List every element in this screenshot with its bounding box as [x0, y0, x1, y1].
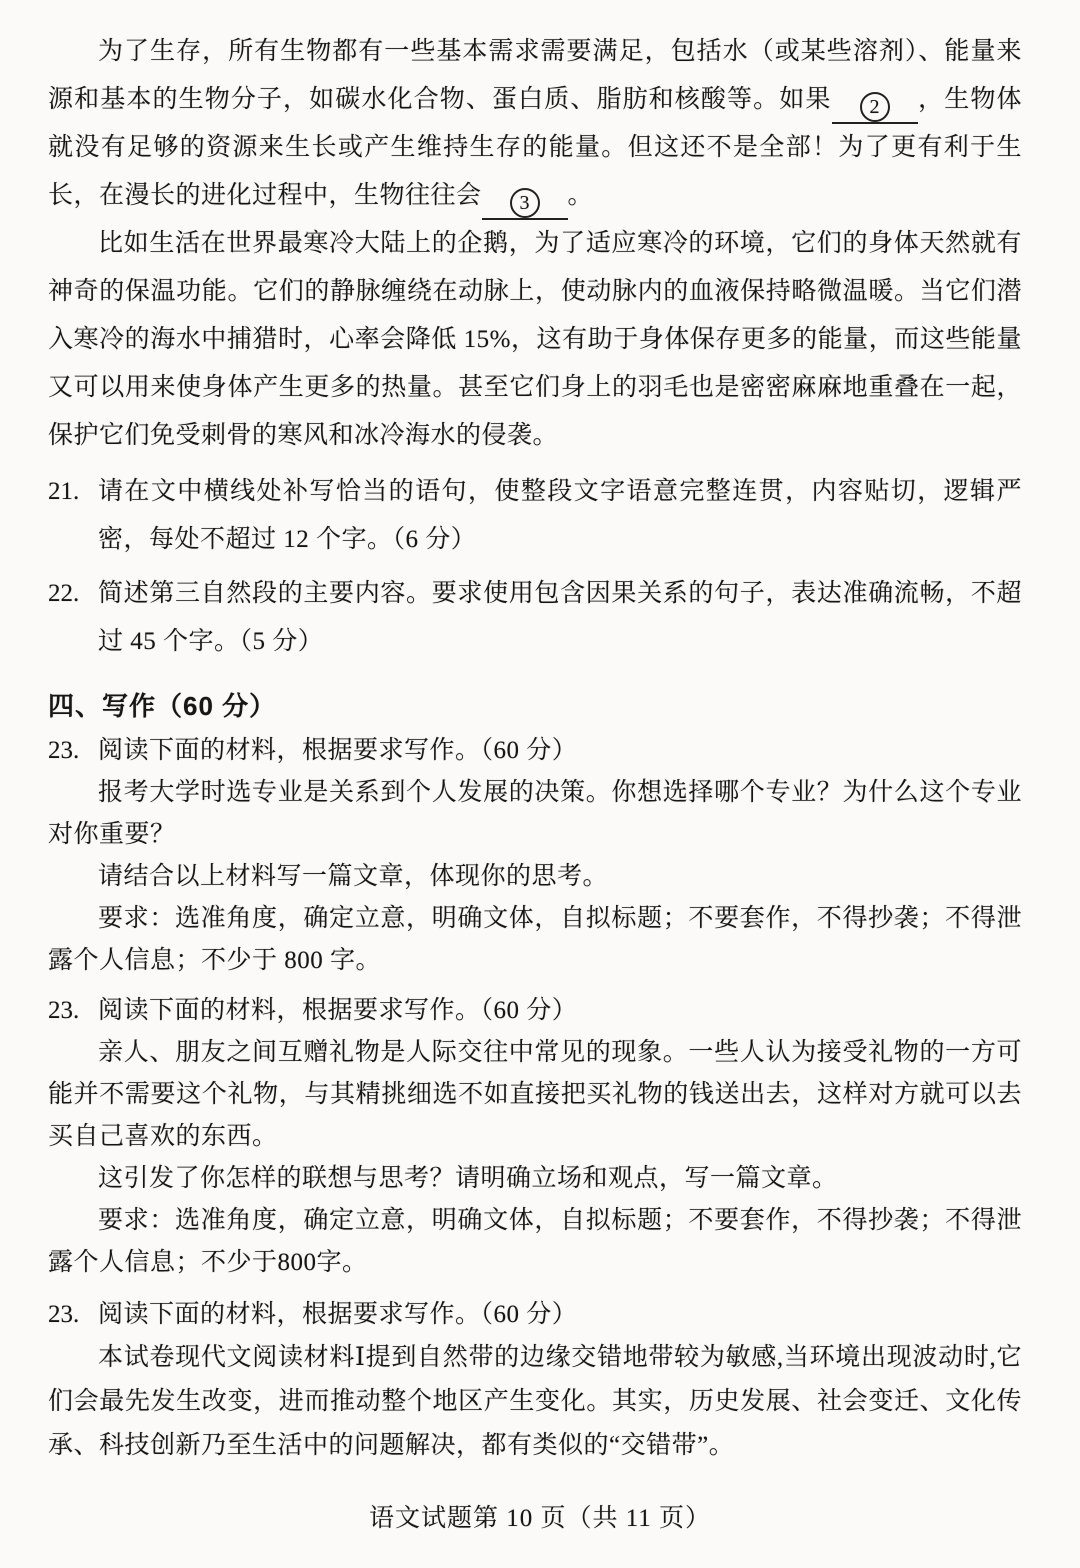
question-22-text: 简述第三自然段的主要内容。要求使用包含因果关系的句子，表达准确流畅，不超过 45 个字。（5 分） — [98, 580, 1022, 655]
question-23-2-instruction: 这引发了你怎样的联想与思考？请明确立场和观点，写一篇文章。 — [98, 1165, 838, 1192]
question-23-3-number: 23. — [48, 1301, 80, 1328]
question-21-text: 请在文中横线处补写恰当的语句，使整段文字语意完整连贯，内容贴切，逻辑严密，每处不超过 12 个字。（6 分） — [98, 478, 1022, 553]
passage-paragraph-1 — [48, 28, 1022, 220]
question-23-2-intro: 阅读下面的材料，根据要求写作。（60 分） — [98, 997, 578, 1024]
question-23-version-3 — [48, 1294, 1022, 1468]
question-23-version-2 — [48, 990, 1022, 1284]
question-22 — [48, 570, 1022, 666]
circled-number-2: 2 — [860, 92, 890, 122]
question-23-1-prompt — [48, 730, 1022, 772]
fill-in-blank-3 — [482, 182, 568, 220]
question-23-3-intro: 阅读下面的材料，根据要求写作。（60 分） — [98, 1301, 578, 1328]
writing-section-heading: 四、写作（60 分） — [48, 691, 277, 721]
passage-text: 为了生存，所有生物都有一些基本需求需要满足，包括水（或某些溶剂）、能量来源和基本的生物分子，如碳水化合物、蛋白质、脂肪和核酸等。如果 — [48, 38, 1022, 113]
passage-paragraph-2: 比如生活在世界最寒冷大陆上的企鹅，为了适应寒冷的环境，它们的身体天然就有神奇的保温功能。它们的静脉缠绕在动脉上，使动脉内的血液保持略微温暖。当它们潜入寒冷的海水中捕猎时，心率会降低 15%，这有助于身体保存更多的能量，而这些能量又可以用来使身体产生更多的热量。甚至它们身上的羽毛也是密密麻麻地重叠在一起，保护它们免受刺骨的寒风和冰冷海水的侵袭。 — [48, 230, 1022, 449]
question-23-1-instruction: 请结合以上材料写一篇文章，体现你的思考。 — [98, 863, 609, 890]
question-21 — [48, 468, 1022, 564]
question-23-2-prompt — [48, 990, 1022, 1032]
question-23-version-1 — [48, 730, 1022, 982]
question-23-3-prompt — [48, 1294, 1022, 1336]
page-footer: 语文试题第 10 页（共 11 页） — [368, 1505, 712, 1532]
question-21-number: 21. — [48, 478, 80, 505]
passage-text: ，生物体就没有足够的资源来生长或产生维持生存的能量。但这还不是全部！为了更有利于生长，在漫长的进化过程中，生物往往会 — [48, 86, 1022, 209]
question-23-1-material: 报考大学时选专业是关系到个人发展的决策。你想选择哪个专业？为什么这个专业对你重要？ — [48, 779, 1022, 848]
passage-text: 。 — [567, 182, 594, 209]
circled-number-3: 3 — [510, 188, 540, 218]
question-23-3-material: 本试卷现代文阅读材料Ⅰ提到自然带的边缘交错地带较为敏感,当环境出现波动时,它们会最先发生改变，进而推动整个地区产生变化。其实，历史发展、社会变迁、文化传承、科技创新乃至生活中的问题解决，都有类似的“交错带”。 — [48, 1344, 1022, 1459]
question-23-1-intro: 阅读下面的材料，根据要求写作。（60 分） — [98, 737, 578, 764]
fill-in-blank-2 — [832, 86, 918, 124]
question-23-2-number: 23. — [48, 997, 80, 1024]
question-23-1-requirements: 要求：选准角度，确定立意，明确文体，自拟标题；不要套作，不得抄袭；不得泄露个人信息；不少于 800 字。 — [48, 905, 1022, 974]
question-23-2-requirements: 要求：选准角度，确定立意，明确文体，自拟标题；不要套作，不得抄袭；不得泄露个人信息；不少于800字。 — [48, 1207, 1022, 1276]
reading-section — [48, 28, 1022, 666]
question-23-2-material: 亲人、朋友之间互赠礼物是人际交往中常见的现象。一些人认为接受礼物的一方可能并不需要这个礼物，与其精挑细选不如直接把买礼物的钱送出去，这样对方就可以去买自己喜欢的东西。 — [48, 1039, 1022, 1150]
question-22-number: 22. — [48, 580, 80, 607]
writing-section — [48, 682, 1022, 1468]
question-23-1-number: 23. — [48, 737, 80, 764]
